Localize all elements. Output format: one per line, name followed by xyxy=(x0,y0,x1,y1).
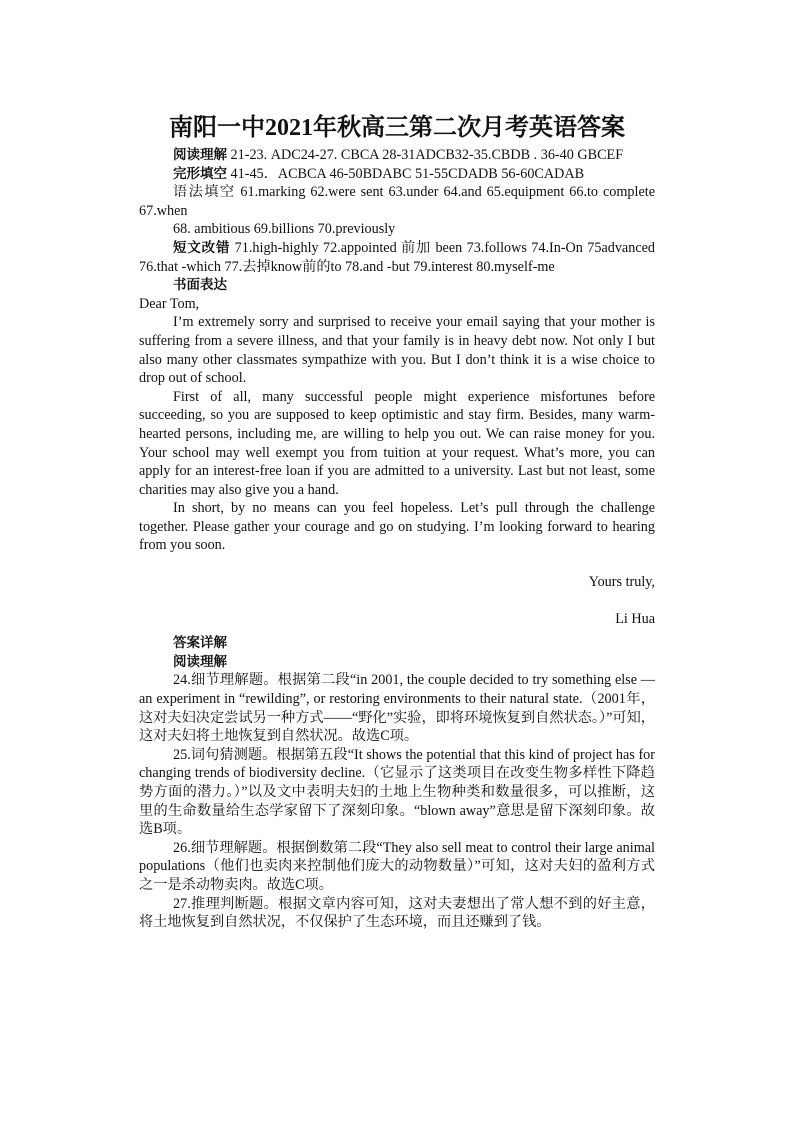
correction-label: 短文改错 xyxy=(173,239,231,256)
explanation-q26: 26.细节理解题。根据倒数第二段“They also sell meat to control their large animal populations（他们也卖肉来控制他们庞大的动物数量）”可知，这对夫妇的盈利方式之一是杀动物卖肉。故选C项。 xyxy=(139,839,655,893)
grammar-answers-continued: 68. ambitious 69.billions 70.previously xyxy=(173,221,396,238)
cloze-text: 41-45．ACBCA 46-50BDABC 51-55CDADB 56-60CADAB xyxy=(227,165,585,182)
cloze-label: 完形填空 xyxy=(173,165,227,182)
reading-label: 阅读理解 xyxy=(173,147,227,163)
correction-answers xyxy=(139,239,655,276)
answer-sheet xyxy=(139,112,655,932)
explanation-q25: 25.词句猜测题。根据第五段“It shows the potential that this kind of project has for changing trends of biodiversity decline.（它显示了这类项目在改变生物多样性下降趋势方面的潜力。）”以及文中表明夫妇的土地上生物种类和数量很多，可以推断，这里的生命数量给生态学家留下了深刻印象。“blown away”意思是留下深刻印象。故选B项。 xyxy=(139,746,655,838)
letter-closing: Yours truly, xyxy=(588,574,655,591)
grammar-answers: 语法填空 61.marking 62.were sent 63.under 64.and 65.equipment 66.to complete 67.when xyxy=(139,184,655,219)
letter-paragraph-2: First of all, many successful people might experience misfortunes before succeeding, so you are supposed to keep optimistic and stay firm. Besides, many warm-hearted persons, including me, are willing to help you out. We can raise money for you. Your school may well exempt you from tuition at your request. What’s more, you can apply for an interest-free loan if you are admitted to a university. Last but not least, some charities may also give you a hand. xyxy=(139,388,655,498)
cloze-answers xyxy=(139,165,655,184)
explanation-q27: 27.推理判断题。根据文章内容可知，这对夫妻想出了常人想不到的好主意，将土地恢复到自然状况，不仅保护了生态环境，而且还赚到了钱。 xyxy=(139,895,655,931)
reading-answers xyxy=(139,146,655,165)
letter-signature: Li Hua xyxy=(615,610,655,627)
correction-text: 71.high-highly 72.appointed 前加 been 73.follows 74.In-On 75advanced 76.that -which 77.去掉know前的to 78.and -but 79.interest 80.myself-me xyxy=(139,239,656,275)
letter-paragraph-1: I’m extremely sorry and surprised to receive your email saying that your mother is suffering from a severe illness, and that your family is in heavy debt now. Not only I but also many other classmates sympathize with you. But I don’t think it is a wise choice to drop out of school. xyxy=(139,314,655,387)
page-title: 南阳一中2021年秋高三第二次月考英语答案 xyxy=(169,115,625,141)
letter-paragraph-3: In short, by no means can you feel hopeless. Let’s pull through the challenge together. Please gather your courage and go on studying. I’m looking forward to hearing from you soon. xyxy=(139,500,655,554)
letter-greeting: Dear Tom, xyxy=(139,295,200,312)
writing-label: 书面表达 xyxy=(173,277,227,294)
explanation-q24: 24.细节理解题。根据第二段“in 2001, the couple decided to try something else — an experiment in “rewilding”, or restoring environments to their natural state.（2001年，这对夫妇决定尝试另一种方式——“野化”实验，即将环境恢复到自然状态。）”可知，这对夫妇将土地恢复到自然状况。故选C项。 xyxy=(139,672,655,745)
explanation-heading: 答案详解 xyxy=(173,635,227,652)
explanation-subheading: 阅读理解 xyxy=(173,653,227,670)
reading-text: 21-23. ADC24-27. CBCA 28-31ADCB32-35.CBDB . 36-40 GBCEF xyxy=(227,147,624,163)
